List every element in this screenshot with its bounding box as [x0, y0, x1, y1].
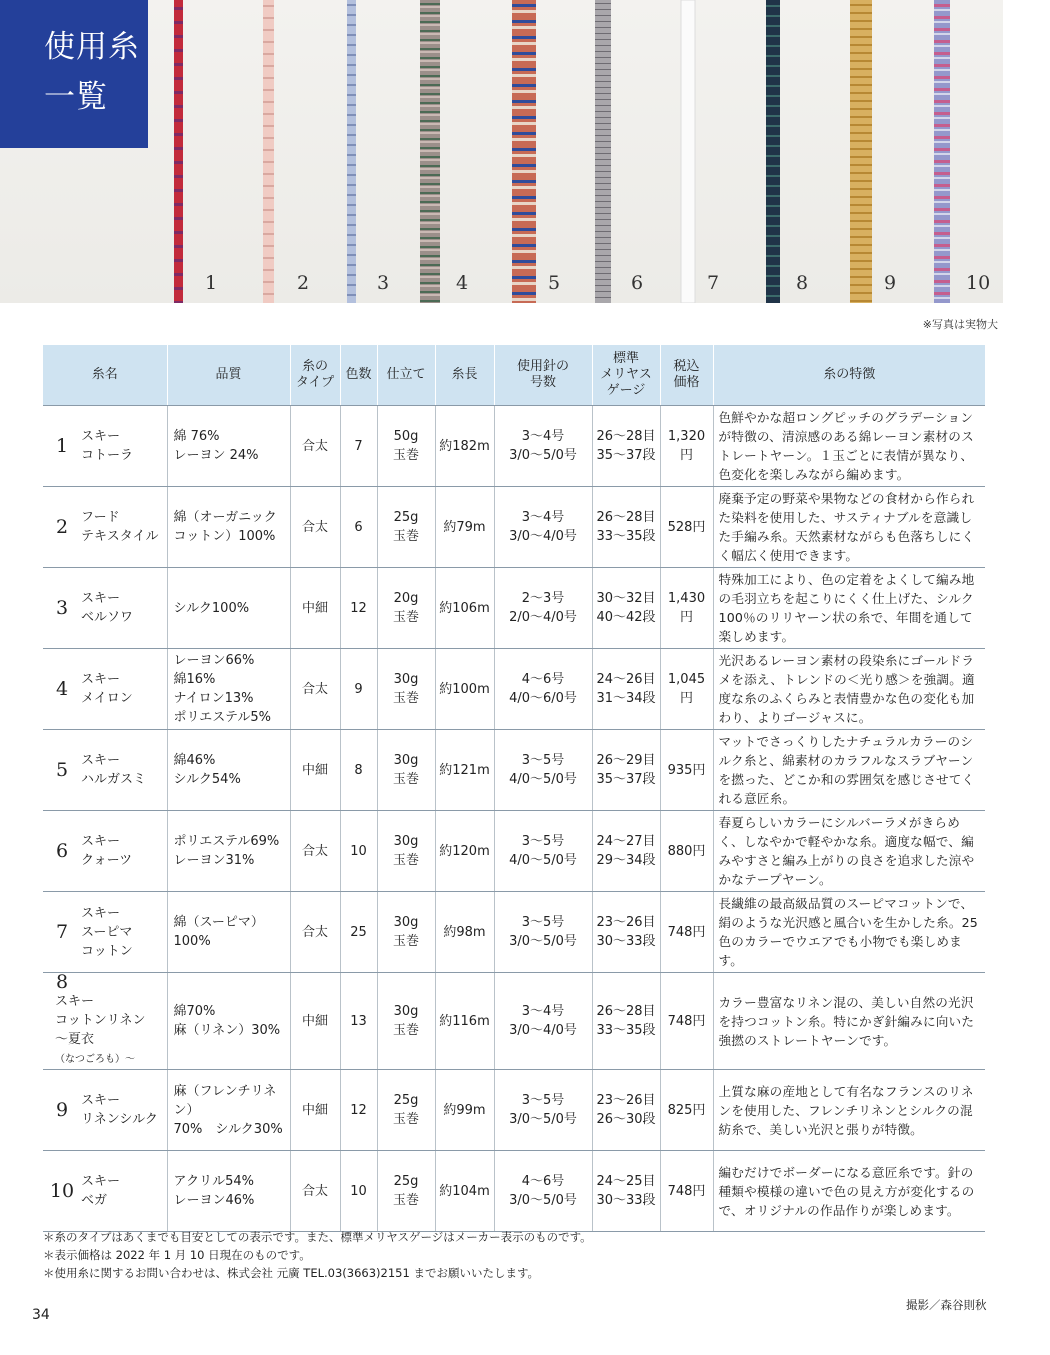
header-length: 糸長: [435, 345, 494, 406]
header-gauge: 標準 メリヤス ゲージ: [592, 345, 660, 406]
yarn-name: [75, 670, 133, 708]
yarn-price-cell: 748円: [660, 892, 713, 973]
yarn-finish-cell: 30g 玉巻: [377, 811, 435, 892]
table-row: [43, 1151, 985, 1232]
yarn-index: 2: [55, 515, 69, 538]
yarn-feature-cell: マットでさっくりしたナチュラルカラーのシルク糸と、綿素材のカラフルなスラブヤーンを撚った、どこか和の雰囲気を感じさせてくれる意匠糸。: [713, 730, 985, 811]
yarn-finish-cell: 25g 玉巻: [377, 1070, 435, 1151]
header-feature: 糸の特徴: [713, 345, 985, 406]
yarn-gauge-cell: 23〜26目 26〜30段: [592, 1070, 660, 1151]
yarn-number-2: 2: [297, 272, 310, 294]
yarn-index: 4: [55, 677, 69, 700]
yarn-type-cell: 中細: [290, 1070, 340, 1151]
yarn-feature-cell: 色鮮やかな超ロングピッチのグラデーションが特徴の、清涼感のある綿レーヨン素材のストレートヤーン。１玉ごとに表情が異なり、色変化を楽しみながら編めます。: [713, 406, 985, 487]
yarn-name-cell: [43, 568, 167, 649]
yarn-feature-cell: 廃棄予定の野菜や果物などの食材から作られた染料を使用した、サスティナブルを意識した手編み糸。天然素材ながらも色落ちしにくく幅広く使用できます。: [713, 487, 985, 568]
page-number: 34: [32, 1307, 50, 1323]
yarn-price-cell: 935円: [660, 730, 713, 811]
yarn-feature-cell: 編むだけでボーダーになる意匠糸です。針の種類や模様の違いで色の見え方が変化するので、オリジナルの作品作りが楽しめます。: [713, 1151, 985, 1232]
yarn-name-text: スキー コットンリネン 〜夏衣: [55, 994, 146, 1047]
yarn-length-cell: 約106m: [435, 568, 494, 649]
yarn-gauge-cell: 24〜25目 30〜33段: [592, 1151, 660, 1232]
yarn-length-cell: 約121m: [435, 730, 494, 811]
yarn-name-sub: （なつごろも）〜: [55, 1054, 135, 1065]
yarn-index: 5: [55, 758, 69, 781]
yarn-index: 7: [55, 920, 69, 943]
yarn-number-5: 5: [548, 272, 561, 294]
yarn-price-cell: 1,430円: [660, 568, 713, 649]
yarn-name-text: スキー リネンシルク: [81, 1093, 158, 1127]
yarn-quality-cell: 綿（オーガニックコットン）100%: [167, 487, 290, 568]
yarn-name-cell: [43, 730, 167, 811]
header-price: 税込 価格: [660, 345, 713, 406]
header-needle: 使用針の 号数: [494, 345, 592, 406]
header-colors: 色数: [340, 345, 377, 406]
yarn-gauge-cell: 26〜28目 33〜35段: [592, 487, 660, 568]
yarn-type-cell: 合太: [290, 406, 340, 487]
yarn-colors-cell: 9: [340, 649, 377, 730]
yarn-feature-cell: 春夏らしいカラーにシルバーラメがきらめく、しなやかで軽やかな糸。適度な幅で、編みやすさと編み上がりの良さを追求した涼やかなテープヤーン。: [713, 811, 985, 892]
yarn-colors-cell: 12: [340, 1070, 377, 1151]
yarn-gauge-cell: 24〜26目 31〜34段: [592, 649, 660, 730]
yarn-finish-cell: 30g 玉巻: [377, 649, 435, 730]
yarn-colors-cell: 13: [340, 973, 377, 1070]
yarn-quality-cell: レーヨン66% 綿16% ナイロン13% ポリエステル5%: [167, 649, 290, 730]
yarn-finish-cell: 50g 玉巻: [377, 406, 435, 487]
yarn-index: 10: [49, 1179, 75, 1202]
table-row: [43, 568, 985, 649]
yarn-needle-cell: 3〜5号 4/0〜5/0号: [494, 730, 592, 811]
yarn-finish-cell: 30g 玉巻: [377, 973, 435, 1070]
photo-note: ※写真は実物大: [922, 318, 998, 331]
yarn-colors-cell: 25: [340, 892, 377, 973]
yarn-index: 9: [55, 1098, 69, 1121]
yarn-quality-cell: 綿 76% レーヨン 24%: [167, 406, 290, 487]
yarn-name-text: スキー ハルガスミ: [81, 753, 147, 787]
yarn-name: [75, 904, 133, 961]
yarn-name-text: スキー ベガ: [81, 1174, 121, 1208]
yarn-needle-cell: 4〜6号 3/0〜5/0号: [494, 1151, 592, 1232]
header-name: 糸名: [43, 345, 167, 406]
yarn-index: 3: [55, 596, 69, 619]
yarn-gauge-cell: 26〜28目 33〜35段: [592, 973, 660, 1070]
yarn-number-6: 6: [631, 272, 644, 294]
yarn-number-10: 10: [966, 272, 991, 294]
page-title-line2: 一覧: [44, 79, 108, 115]
yarn-quality-cell: 綿70% 麻（リネン）30%: [167, 973, 290, 1070]
table-row: [43, 811, 985, 892]
yarn-number-4: 4: [456, 272, 469, 294]
table-body: [43, 406, 985, 1232]
yarn-feature-cell: 光沢あるレーヨン素材の段染糸にゴールドラメを添え、トレンドの＜光り感＞を強調。適度な糸のふくらみと表情豊かな色の変化も加わり、よりゴージャスに。: [713, 649, 985, 730]
yarn-name-cell: [43, 1070, 167, 1151]
yarn-price-cell: 880円: [660, 811, 713, 892]
yarn-photo: [0, 0, 1003, 303]
yarn-quality-cell: アクリル54% レーヨン46%: [167, 1151, 290, 1232]
yarn-needle-cell: 3〜4号 3/0〜4/0号: [494, 487, 592, 568]
yarn-name: [49, 992, 145, 1069]
yarn-length-cell: 約79m: [435, 487, 494, 568]
yarn-name-text: スキー ベルソワ: [81, 591, 134, 625]
yarn-price-cell: 825円: [660, 1070, 713, 1151]
yarn-quality-cell: シルク100%: [167, 568, 290, 649]
footnotes: [43, 1228, 592, 1282]
yarn-gauge-cell: 24〜27目 29〜34段: [592, 811, 660, 892]
yarn-name-cell: [43, 406, 167, 487]
yarn-name-text: スキー コトーラ: [81, 429, 134, 463]
header-type: 糸の タイプ: [290, 345, 340, 406]
yarn-length-cell: 約98m: [435, 892, 494, 973]
yarn-name-text: スキー スーピマ コットン: [81, 905, 133, 959]
yarn-price-cell: 528円: [660, 487, 713, 568]
footnote-3: ＊使用糸に関するお問い合わせは、株式会社 元廣 TEL.03(3663)2151 までお願いいたします。: [43, 1266, 540, 1280]
yarn-name: [75, 589, 133, 627]
yarn-finish-cell: 20g 玉巻: [377, 568, 435, 649]
yarn-gauge-cell: 26〜28目 35〜37段: [592, 406, 660, 487]
table-row: [43, 406, 985, 487]
yarn-type-cell: 中細: [290, 973, 340, 1070]
yarn-quality-cell: 麻（フレンチリネン） 70% シルク30%: [167, 1070, 290, 1151]
yarn-strands: [0, 0, 1003, 303]
yarn-finish-cell: 30g 玉巻: [377, 730, 435, 811]
table-row: [43, 487, 985, 568]
yarn-colors-cell: 10: [340, 811, 377, 892]
table-row: [43, 892, 985, 973]
yarn-number-1: 1: [205, 272, 218, 294]
yarn-colors-cell: 6: [340, 487, 377, 568]
yarn-colors-cell: 8: [340, 730, 377, 811]
yarn-index: 1: [55, 434, 69, 457]
yarn-price-cell: 1,045円: [660, 649, 713, 730]
yarn-name-cell: [43, 649, 167, 730]
yarn-name-cell: [43, 487, 167, 568]
yarn-price-cell: 748円: [660, 973, 713, 1070]
yarn-table: [43, 345, 985, 1232]
yarn-feature-cell: 特殊加工により、色の定着をよくして編み地の毛羽立ちを起こりにくく仕上げた、シルク100％のリリヤーン状の糸で、年間を通して楽しめます。: [713, 568, 985, 649]
yarn-quality-cell: ポリエステル69% レーヨン31%: [167, 811, 290, 892]
table-row: [43, 649, 985, 730]
yarn-name: [75, 1172, 120, 1210]
yarn-needle-cell: 3〜5号 4/0〜5/0号: [494, 811, 592, 892]
yarn-type-cell: 合太: [290, 892, 340, 973]
yarn-colors-cell: 7: [340, 406, 377, 487]
table-row: [43, 1070, 985, 1151]
yarn-number-9: 9: [884, 272, 897, 294]
header-quality: 品質: [167, 345, 290, 406]
yarn-name: [75, 832, 132, 870]
table-row: [43, 730, 985, 811]
yarn-length-cell: 約104m: [435, 1151, 494, 1232]
yarn-needle-cell: 2〜3号 2/0〜4/0号: [494, 568, 592, 649]
footnote-1: ＊糸のタイプはあくまでも目安としての表示です。また、標準メリヤスゲージはメーカー表示のものです。: [43, 1230, 592, 1244]
yarn-index: 6: [55, 839, 69, 862]
yarn-needle-cell: 4〜6号 4/0〜6/0号: [494, 649, 592, 730]
yarn-name-text: スキー クォーツ: [81, 834, 133, 868]
yarn-name-cell: [43, 973, 167, 1070]
yarn-needle-cell: 3〜5号 3/0〜5/0号: [494, 1070, 592, 1151]
yarn-feature-cell: 長繊維の最高級品質のスーピマコットンで、絹のような光沢感と風合いを生かした糸。25色のカラーでウエアでも小物でも楽しめます。: [713, 892, 985, 973]
yarn-index: 8: [55, 971, 69, 993]
yarn-name-cell: [43, 1151, 167, 1232]
yarn-gauge-cell: 23〜26目 30〜33段: [592, 892, 660, 973]
yarn-quality-cell: 綿（スーピマ） 100%: [167, 892, 290, 973]
yarn-type-cell: 合太: [290, 649, 340, 730]
yarn-needle-cell: 3〜4号 3/0〜4/0号: [494, 973, 592, 1070]
yarn-type-cell: 合太: [290, 811, 340, 892]
yarn-length-cell: 約100m: [435, 649, 494, 730]
table-header-row: [43, 345, 985, 406]
yarn-length-cell: 約120m: [435, 811, 494, 892]
yarn-number-3: 3: [377, 272, 390, 294]
page-title-line1: 使用糸: [44, 29, 140, 65]
yarn-type-cell: 中細: [290, 568, 340, 649]
yarn-type-cell: 中細: [290, 730, 340, 811]
yarn-needle-cell: 3〜4号 3/0〜5/0号: [494, 406, 592, 487]
yarn-type-cell: 合太: [290, 1151, 340, 1232]
yarn-number-7: 7: [707, 272, 720, 294]
yarn-name-text: スキー メイロン: [81, 672, 133, 706]
yarn-quality-cell: 綿46% シルク54%: [167, 730, 290, 811]
yarn-gauge-cell: 30〜32目 40〜42段: [592, 568, 660, 649]
yarn-colors-cell: 12: [340, 568, 377, 649]
yarn-number-8: 8: [796, 272, 809, 294]
yarn-finish-cell: 25g 玉巻: [377, 1151, 435, 1232]
yarn-length-cell: 約182m: [435, 406, 494, 487]
yarn-gauge-cell: 26〜29目 35〜37段: [592, 730, 660, 811]
yarn-needle-cell: 3〜5号 3/0〜5/0号: [494, 892, 592, 973]
yarn-feature-cell: 上質な麻の産地として有名なフランスのリネンを使用した、フレンチリネンとシルクの混紡糸で、美しい光沢と張りが特徴。: [713, 1070, 985, 1151]
yarn-price-cell: 1,320円: [660, 406, 713, 487]
yarn-length-cell: 約99m: [435, 1070, 494, 1151]
yarn-colors-cell: 10: [340, 1151, 377, 1232]
yarn-price-cell: 748円: [660, 1151, 713, 1232]
yarn-type-cell: 合太: [290, 487, 340, 568]
footnote-2: ＊表示価格は 2022 年 1 月 10 日現在のものです。: [43, 1248, 311, 1262]
yarn-feature-cell: カラー豊富なリネン混の、美しい自然の光沢を持つコットン糸。特にかぎ針編みに向いた強撚のストレートヤーンです。: [713, 973, 985, 1070]
yarn-name: [75, 508, 158, 546]
table-row: [43, 973, 985, 1070]
yarn-finish-cell: 30g 玉巻: [377, 892, 435, 973]
page-title-block: [0, 0, 148, 148]
yarn-name-text: フード テキスタイル: [81, 510, 159, 544]
yarn-name: [75, 751, 146, 789]
yarn-finish-cell: 25g 玉巻: [377, 487, 435, 568]
yarn-length-cell: 約116m: [435, 973, 494, 1070]
yarn-name-cell: [43, 892, 167, 973]
yarn-name: [75, 1091, 158, 1129]
photo-credit: 撮影／森谷則秋: [906, 1298, 987, 1312]
yarn-name-cell: [43, 811, 167, 892]
header-finish: 仕立て: [377, 345, 435, 406]
yarn-name: [75, 427, 133, 465]
